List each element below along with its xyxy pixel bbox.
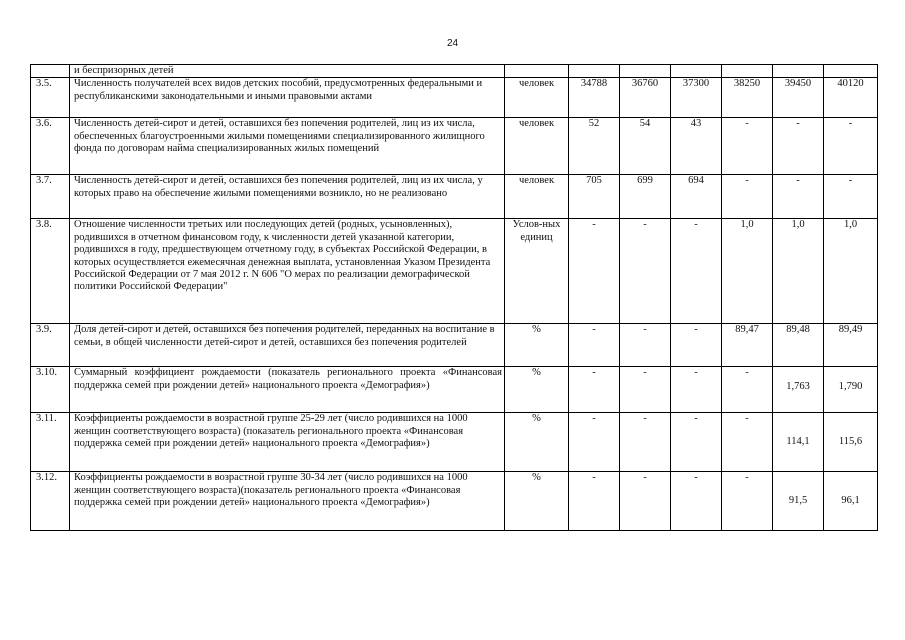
indicator-name: Численность детей-сирот и детей, оставшихся без попечения родителей, лиц из их числа, обеспеченных благоустроенными жилыми помещениями специализированного жилищного фонда по договорам найма специализированных жилых помещений (70, 118, 505, 175)
row-number: 3.5. (31, 78, 70, 118)
unit-cell (505, 65, 569, 78)
value-cell: - (569, 367, 620, 413)
value-cell (824, 65, 878, 78)
row-number: 3.7. (31, 175, 70, 219)
unit-cell: % (505, 367, 569, 413)
page-number: 24 (446, 38, 459, 49)
value-cell: - (722, 175, 773, 219)
indicator-name: Доля детей-сирот и детей, оставшихся без попечения родителей, переданных на воспитание в семьи, в общей численности детей-сирот и детей, оставшихся без попечения родителей (70, 324, 505, 367)
value-cell: 37300 (671, 78, 722, 118)
row-number: 3.6. (31, 118, 70, 175)
value-cell: 89,47 (722, 324, 773, 367)
value-cell: 89,49 (824, 324, 878, 367)
value-cell (671, 65, 722, 78)
value-cell: - (722, 472, 773, 531)
value-cell: 34788 (569, 78, 620, 118)
indicator-name: Численность детей-сирот и детей, оставшихся без попечения родителей, лиц из их числа, у которых право на обеспечение жилыми помещениями возникло, но не реализовано (70, 175, 505, 219)
value-cell: - (722, 413, 773, 472)
value-cell: 114,1 (773, 413, 824, 472)
value-cell: 54 (620, 118, 671, 175)
value-cell: 705 (569, 175, 620, 219)
value-cell: - (722, 118, 773, 175)
value-cell: 91,5 (773, 472, 824, 531)
value-cell: - (722, 367, 773, 413)
value-cell: - (569, 472, 620, 531)
value-cell (773, 65, 824, 78)
indicators-table (30, 64, 878, 531)
value-cell: - (773, 118, 824, 175)
value-cell: - (569, 413, 620, 472)
value-cell: - (620, 472, 671, 531)
unit-cell: человек (505, 175, 569, 219)
value-cell: 1,790 (824, 367, 878, 413)
value-cell: - (620, 324, 671, 367)
unit-cell: человек (505, 78, 569, 118)
value-cell: 40120 (824, 78, 878, 118)
table-row (31, 175, 878, 219)
indicator-name: Коэффициенты рождаемости в возрастной группе 30-34 лет (число родившихся на 1000 женщин соответствующего возраста)(показатель регионального проекта «Финансовая поддержка семей при рождении детей» национального проекта «Демография») (70, 472, 505, 531)
value-cell: 52 (569, 118, 620, 175)
row-number: 3.8. (31, 219, 70, 324)
value-cell: 96,1 (824, 472, 878, 531)
table-row (31, 78, 878, 118)
unit-cell: % (505, 413, 569, 472)
value-cell: - (671, 472, 722, 531)
row-number: 3.9. (31, 324, 70, 367)
value-cell: - (671, 324, 722, 367)
value-cell (722, 65, 773, 78)
value-cell: - (620, 219, 671, 324)
value-cell: - (620, 367, 671, 413)
indicator-name: Суммарный коэффициент рождаемости (показатель регионального проекта «Финансовая поддержка семей при рождении детей» национального проекта «Демография») (70, 367, 505, 413)
table-row (31, 367, 878, 413)
value-cell: 1,0 (773, 219, 824, 324)
value-cell: - (773, 175, 824, 219)
unit-cell: Услов-ных единиц (505, 219, 569, 324)
value-cell: - (569, 219, 620, 324)
value-cell: 39450 (773, 78, 824, 118)
value-cell: 115,6 (824, 413, 878, 472)
value-cell: - (569, 324, 620, 367)
table-row (31, 472, 878, 531)
value-cell: - (620, 413, 671, 472)
indicator-name: Коэффициенты рождаемости в возрастной группе 25-29 лет (число родившихся на 1000 женщин соответствующего возраста) (показатель регионального проекта «Финансовая поддержка семей при рождении детей» национального проекта «Демография») (70, 413, 505, 472)
table-row (31, 65, 878, 78)
indicator-name: Отношение численности третьих или последующих детей (родных, усыновленных), родившихся в отчетном финансовом году, к численности детей указанной категории, родившихся в году, предшествующем отчетному году, в субъектах Российской Федерации, в которых осуществляется ежемесячная денежная выплата, установленная Указом Президента Российской Федерации от 7 мая 2012 г. N 606 "О мерах по реализации демографической политики Российской Федерации" (70, 219, 505, 324)
value-cell: 694 (671, 175, 722, 219)
value-cell: 699 (620, 175, 671, 219)
row-number (31, 65, 70, 78)
value-cell: 1,763 (773, 367, 824, 413)
value-cell: 1,0 (824, 219, 878, 324)
value-cell: - (671, 219, 722, 324)
unit-cell: % (505, 472, 569, 531)
row-number: 3.11. (31, 413, 70, 472)
value-cell: 36760 (620, 78, 671, 118)
value-cell: 43 (671, 118, 722, 175)
indicator-name: Численность получателей всех видов детских пособий, предусмотренных федеральными и республиканскими законодательными и иными правовыми актами (70, 78, 505, 118)
value-cell: - (824, 118, 878, 175)
value-cell: 38250 (722, 78, 773, 118)
table-row (31, 219, 878, 324)
value-cell (620, 65, 671, 78)
row-number: 3.10. (31, 367, 70, 413)
unit-cell: % (505, 324, 569, 367)
table-row (31, 118, 878, 175)
table-row (31, 324, 878, 367)
unit-cell: человек (505, 118, 569, 175)
value-cell: - (824, 175, 878, 219)
row-number: 3.12. (31, 472, 70, 531)
value-cell: 89,48 (773, 324, 824, 367)
indicator-name: и беспризорных детей (70, 65, 505, 78)
value-cell: 1,0 (722, 219, 773, 324)
value-cell (569, 65, 620, 78)
table-row (31, 413, 878, 472)
value-cell: - (671, 413, 722, 472)
value-cell: - (671, 367, 722, 413)
